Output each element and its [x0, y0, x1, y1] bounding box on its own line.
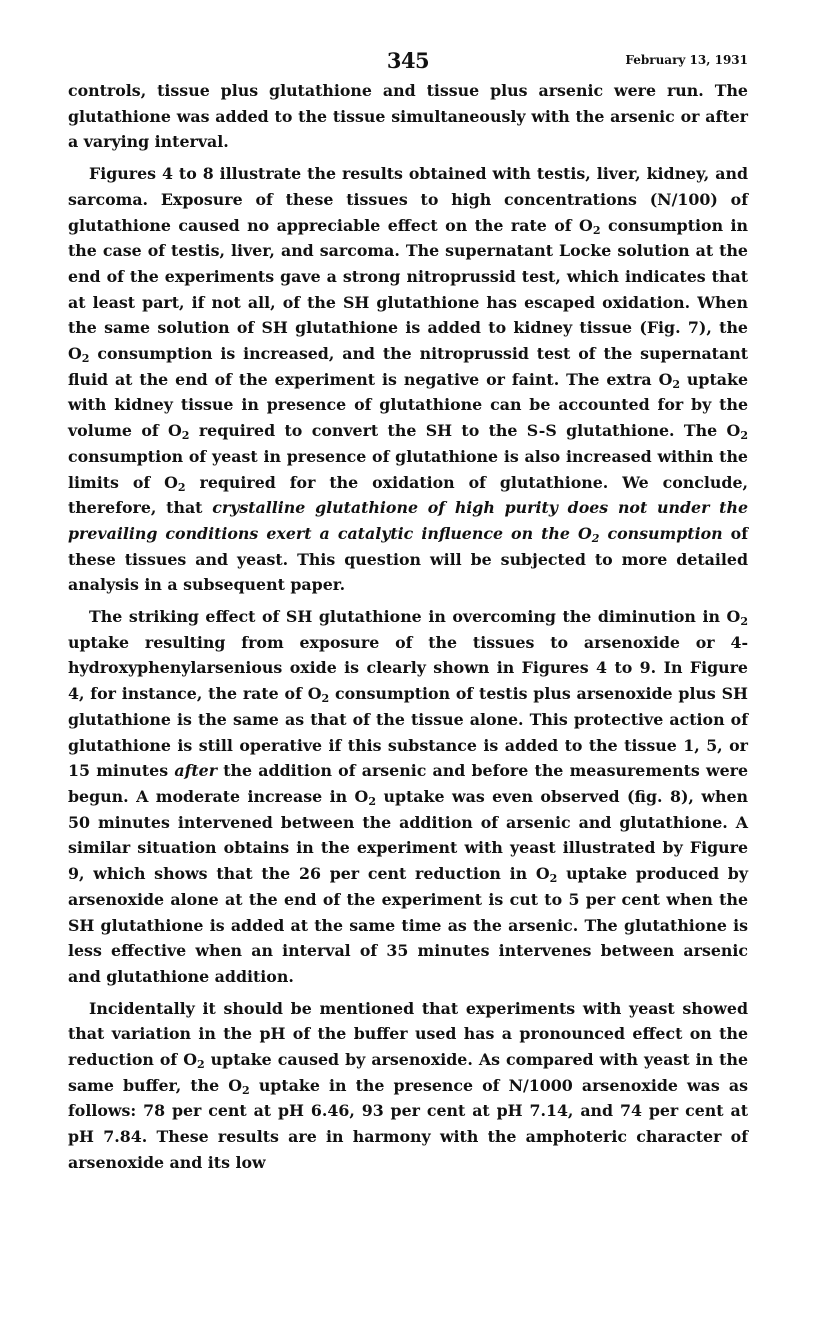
text-run: required to convert the SH to the S-S glutathione. The O	[189, 421, 741, 441]
subscript: 2	[321, 692, 330, 706]
italic-text: crystalline glutathione of high purity does not under the prevailing conditions exert a catalytic influence on the O	[68, 498, 748, 543]
subscript: 2	[740, 429, 748, 443]
text-run: uptake produced by arsenoxide alone at the end of the experiment is cut to 5 per cent when the SH glutathione is added at the same time as the arsenic. The glutathione is less effective when an interval of 35 minutes intervenes between arsenic and glutathione addition.	[68, 864, 748, 986]
body-text	[68, 78, 748, 1176]
subscript: 2	[177, 480, 186, 494]
text-run: controls, tissue plus glutathione and tissue plus arsenic were run. The glutathione was added to the tissue simultaneously with the arsenic or after a varying interval.	[68, 81, 748, 152]
paragraph-1	[68, 78, 748, 155]
text-run: Incidentally it should be mentioned that experiments with yeast showed that variation in the pH of the buffer used has a pronounced effect on the reduction of O	[68, 998, 748, 1070]
paragraph-4	[68, 996, 748, 1176]
document-page	[68, 44, 748, 1182]
text-run: consumption is increased, and the nitroprussid test of the supernatant fluid at the end of the experiment is negative or faint. The extra O	[68, 344, 748, 389]
text-run: consumption in the case of testis, liver, and sarcoma. The supernatant Locke solution at the end of the experiments gave a strong nitroprussid test, which indicates that at least part, if not all, of the SH glutathione has escaped oxidation. When the same solution of SH glutathione is added to kidney tissue (Fig. 7), the O	[68, 215, 748, 364]
text-run: Figures 4 to 8 illustrate the results obtained with testis, liver, kidney, and sarcoma. Exposure of these tissues to high concentrations (N/100) of glutathione caused no appreciable effect on the rate of O	[68, 164, 748, 235]
header-date: February 13, 1931	[625, 53, 748, 67]
paragraph-2	[68, 161, 748, 598]
text-run: uptake was even observed (fig. 8), when 50 minutes intervened between the addition of arsenic and glutathione. A similar situation obtains in the experiment with yeast illustrated by Figure 9, which shows that the 26 per cent reduction in O	[68, 786, 748, 884]
text-run: consumption of yeast in presence of glutathione is also increased within the limits of O	[68, 446, 748, 492]
text-run: consumption of testis plus arsenoxide plus SH glutathione is the same as that of the tissue alone. This protective action of glutathione is still operative if this substance is added to the tissue 1, 5, or 15 minutes	[68, 684, 748, 781]
subscript: 2	[368, 794, 377, 808]
text-run: required for the oxidation of glutathione. We conclude, therefore, that	[68, 472, 748, 518]
italic-text: after	[174, 761, 218, 781]
subscript: 2	[181, 429, 190, 443]
subscript: 2	[549, 872, 558, 886]
subscript: 2	[196, 1058, 205, 1072]
text-run: uptake resulting from exposure of the tissues to arsenoxide or 4-hydroxyphenylarsenious oxide is clearly shown in Figures 4 to 9. In Figure 4, for instance, the rate of O	[68, 632, 748, 704]
text-run: of these tissues and yeast. This question will be subjected to more detailed analysis in a subsequent paper.	[68, 523, 748, 595]
subscript: 2	[591, 531, 600, 545]
page-number: 345	[386, 48, 430, 73]
text-run: the addition of arsenic and before the measurements were begun. A moderate increase in O	[68, 761, 748, 806]
italic-text: consumption	[599, 523, 723, 543]
text-run: uptake caused by arsenoxide. As compared with yeast in the same buffer, the O	[68, 1050, 748, 1095]
paragraph-3	[68, 604, 748, 990]
subscript: 2	[672, 377, 681, 391]
text-run: The striking effect of SH glutathione in overcoming the diminution in O	[89, 607, 741, 627]
subscript: 2	[81, 352, 90, 366]
page-header	[68, 44, 748, 74]
subscript: 2	[740, 615, 748, 629]
text-run: uptake with kidney tissue in presence of glutathione can be accounted for by the volume of O	[68, 369, 748, 441]
subscript: 2	[592, 223, 601, 237]
subscript: 2	[242, 1083, 250, 1097]
text-run: uptake in the presence of N/1000 arsenoxide was as follows: 78 per cent at pH 6.46, 93 per cent at pH 7.14, and 74 per cent at pH 7.84. These results are in harmony with the amphoteric character of arsenoxide and its low	[68, 1075, 748, 1172]
